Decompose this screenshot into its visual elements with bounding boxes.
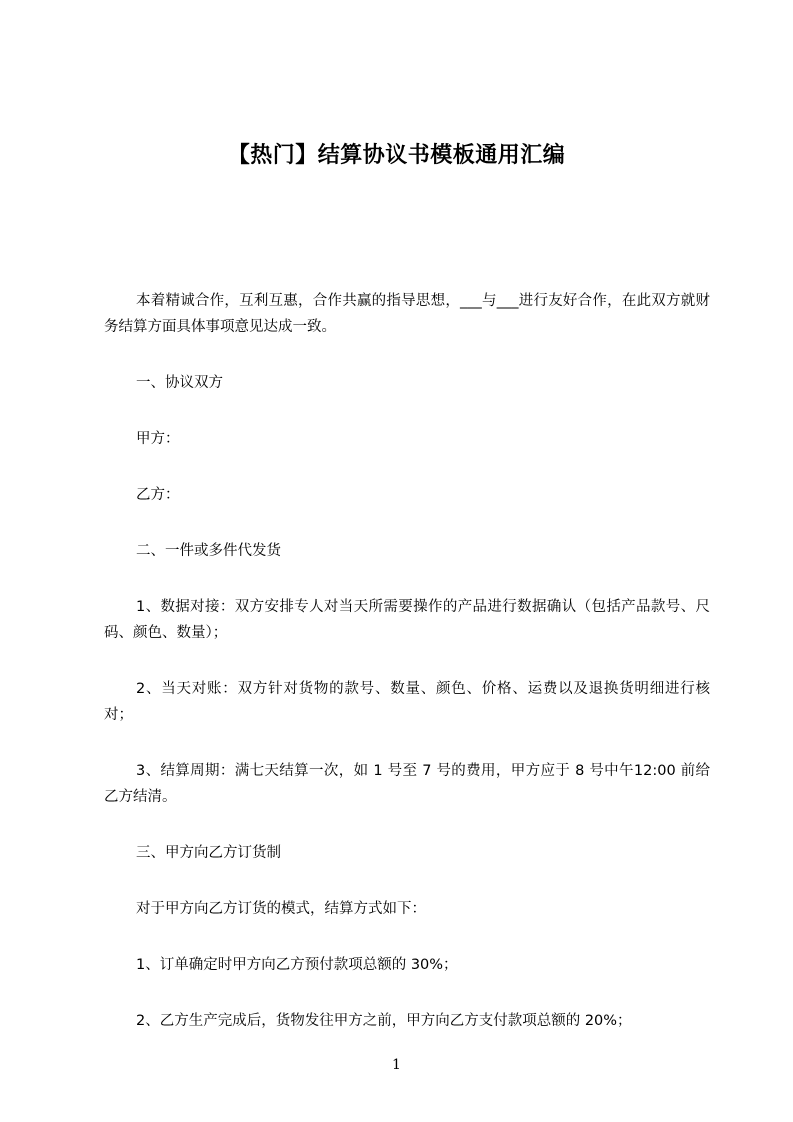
dropship-item-3: 3、结算周期：满七天结算一次，如 1 号至 7 号的费用，甲方应于 8 号中午12:00 前给乙方结清。	[104, 763, 710, 805]
section-heading-parties: 一、协议双方	[136, 375, 223, 391]
party-a-line: 甲方：	[136, 431, 180, 447]
ordering-item-2: 2、乙方生产完成后，货物发往甲方之前，甲方向乙方支付款项总额的 20%；	[136, 1013, 632, 1029]
page-number: 1	[392, 1057, 401, 1073]
party-b-line: 乙方：	[136, 487, 180, 503]
ordering-intro: 对于甲方向乙方订货的模式，结算方式如下：	[136, 901, 426, 917]
ordering-item-1: 1、订单确定时甲方向乙方预付款项总额的 30%；	[136, 957, 458, 973]
dropship-item-1: 1、数据对接：双方安排专人对当天所需要操作的产品进行数据确认（包括产品款号、尺码、颜色、数量）；	[104, 599, 710, 641]
document-title: 【热门】结算协议书模板通用汇编	[227, 143, 566, 168]
section-heading-ordering: 三、甲方向乙方订货制	[136, 845, 281, 861]
section-heading-dropship: 二、一件或多件代发货	[136, 543, 281, 559]
document-body	[104, 288, 710, 1034]
intro-paragraph: 本着精诚合作，互利互惠，合作共赢的指导思想，___与___进行友好合作，在此双方就财务结算方面具体事项意见达成一致。	[104, 293, 710, 335]
dropship-item-2: 2、当天对账：双方针对货物的款号、数量、颜色、价格、运费以及退换货明细进行核对；	[104, 681, 710, 723]
